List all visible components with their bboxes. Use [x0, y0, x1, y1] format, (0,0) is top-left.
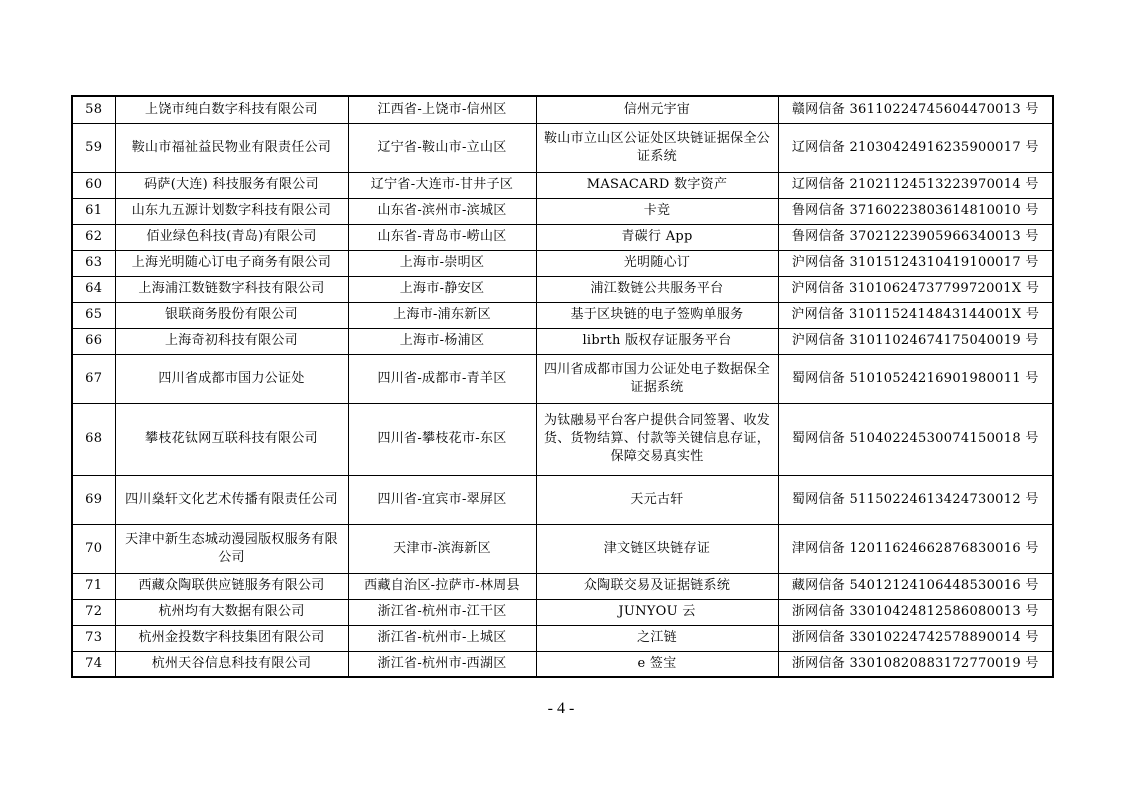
- company-name: 佰业绿色科技(青岛)有限公司: [115, 224, 348, 250]
- row-number: 60: [72, 172, 115, 198]
- row-number: 67: [72, 354, 115, 403]
- record-number: 津网信备 12011624662876830016 号: [778, 524, 1053, 573]
- company-name: 四川燊轩文化艺术传播有限责任公司: [115, 475, 348, 524]
- service-name: 津文链区块链存证: [536, 524, 778, 573]
- registry-table: [71, 95, 1054, 678]
- location: 浙江省-杭州市-西湖区: [348, 651, 536, 677]
- record-number: 浙网信备 33010820883172770019 号: [778, 651, 1053, 677]
- row-number: 64: [72, 276, 115, 302]
- table-row: [72, 224, 1053, 250]
- location: 四川省-成都市-青羊区: [348, 354, 536, 403]
- company-name: 攀枝花钛网互联科技有限公司: [115, 403, 348, 475]
- service-name: librth 版权存证服务平台: [536, 328, 778, 354]
- service-name: e 签宝: [536, 651, 778, 677]
- table-row: [72, 328, 1053, 354]
- registry-table-body: [72, 96, 1053, 677]
- location: 西藏自治区-拉萨市-林周县: [348, 573, 536, 599]
- service-name: 基于区块链的电子签购单服务: [536, 302, 778, 328]
- record-number: 浙网信备 33010424812586080013 号: [778, 599, 1053, 625]
- row-number: 71: [72, 573, 115, 599]
- location: 江西省-上饶市-信州区: [348, 96, 536, 123]
- location: 上海市-静安区: [348, 276, 536, 302]
- location: 上海市-杨浦区: [348, 328, 536, 354]
- company-name: 杭州金投数字科技集团有限公司: [115, 625, 348, 651]
- company-name: 上饶市纯白数字科技有限公司: [115, 96, 348, 123]
- location: 上海市-崇明区: [348, 250, 536, 276]
- row-number: 58: [72, 96, 115, 123]
- record-number: 辽网信备 21030424916235900017 号: [778, 123, 1053, 172]
- record-number: 沪网信备 31011024674175040019 号: [778, 328, 1053, 354]
- service-name: 天元古轩: [536, 475, 778, 524]
- row-number: 72: [72, 599, 115, 625]
- table-row: [72, 302, 1053, 328]
- table-row: [72, 198, 1053, 224]
- table-row: [72, 96, 1053, 123]
- record-number: 沪网信备 31015124310419100017 号: [778, 250, 1053, 276]
- table-row: [72, 354, 1053, 403]
- record-number: 辽网信备 21021124513223970014 号: [778, 172, 1053, 198]
- service-name: 卡竞: [536, 198, 778, 224]
- company-name: 山东九五源计划数字科技有限公司: [115, 198, 348, 224]
- table-row: [72, 403, 1053, 475]
- location: 上海市-浦东新区: [348, 302, 536, 328]
- table-row: [72, 250, 1053, 276]
- location: 山东省-滨州市-滨城区: [348, 198, 536, 224]
- row-number: 61: [72, 198, 115, 224]
- location: 浙江省-杭州市-江干区: [348, 599, 536, 625]
- company-name: 天津中新生态城动漫园版权服务有限公司: [115, 524, 348, 573]
- service-name: 为钛融易平台客户提供合同签署、收发货、货物结算、付款等关键信息存证，保障交易真实性: [536, 403, 778, 475]
- company-name: 上海光明随心订电子商务有限公司: [115, 250, 348, 276]
- service-name: 之江链: [536, 625, 778, 651]
- location: 辽宁省-大连市-甘井子区: [348, 172, 536, 198]
- record-number: 沪网信备 3101062473779972001X 号: [778, 276, 1053, 302]
- company-name: 上海奇初科技有限公司: [115, 328, 348, 354]
- company-name: 银联商务股份有限公司: [115, 302, 348, 328]
- record-number: 赣网信备 36110224745604470013 号: [778, 96, 1053, 123]
- location: 辽宁省-鞍山市-立山区: [348, 123, 536, 172]
- table-row: [72, 524, 1053, 573]
- service-name: 众陶联交易及证据链系统: [536, 573, 778, 599]
- table-row: [72, 276, 1053, 302]
- company-name: 杭州均有大数据有限公司: [115, 599, 348, 625]
- location: 天津市-滨海新区: [348, 524, 536, 573]
- table-row: [72, 651, 1053, 677]
- service-name: 四川省成都市国力公证处电子数据保全证据系统: [536, 354, 778, 403]
- location: 四川省-宜宾市-翠屏区: [348, 475, 536, 524]
- row-number: 74: [72, 651, 115, 677]
- row-number: 69: [72, 475, 115, 524]
- service-name: JUNYOU 云: [536, 599, 778, 625]
- table-row: [72, 475, 1053, 524]
- company-name: 码萨(大连) 科技服务有限公司: [115, 172, 348, 198]
- row-number: 65: [72, 302, 115, 328]
- service-name: 浦江数链公共服务平台: [536, 276, 778, 302]
- record-number: 沪网信备 3101152414843144001X 号: [778, 302, 1053, 328]
- record-number: 蜀网信备 51010524216901980011 号: [778, 354, 1053, 403]
- company-name: 杭州天谷信息科技有限公司: [115, 651, 348, 677]
- service-name: 青碳行 App: [536, 224, 778, 250]
- row-number: 62: [72, 224, 115, 250]
- row-number: 73: [72, 625, 115, 651]
- location: 山东省-青岛市-崂山区: [348, 224, 536, 250]
- service-name: 信州元宇宙: [536, 96, 778, 123]
- row-number: 63: [72, 250, 115, 276]
- record-number: 鲁网信备 37021223905966340013 号: [778, 224, 1053, 250]
- table-row: [72, 172, 1053, 198]
- row-number: 66: [72, 328, 115, 354]
- service-name: MASACARD 数字资产: [536, 172, 778, 198]
- row-number: 59: [72, 123, 115, 172]
- table-row: [72, 573, 1053, 599]
- record-number: 蜀网信备 51150224613424730012 号: [778, 475, 1053, 524]
- table-row: [72, 599, 1053, 625]
- row-number: 68: [72, 403, 115, 475]
- table-row: [72, 625, 1053, 651]
- row-number: 70: [72, 524, 115, 573]
- service-name: 鞍山市立山区公证处区块链证据保全公证系统: [536, 123, 778, 172]
- company-name: 上海浦江数链数字科技有限公司: [115, 276, 348, 302]
- company-name: 鞍山市福祉益民物业有限责任公司: [115, 123, 348, 172]
- service-name: 光明随心订: [536, 250, 778, 276]
- location: 四川省-攀枝花市-东区: [348, 403, 536, 475]
- record-number: 蜀网信备 51040224530074150018 号: [778, 403, 1053, 475]
- company-name: 西藏众陶联供应链服务有限公司: [115, 573, 348, 599]
- record-number: 藏网信备 54012124106448530016 号: [778, 573, 1053, 599]
- record-number: 浙网信备 33010224742578890014 号: [778, 625, 1053, 651]
- record-number: 鲁网信备 37160223803614810010 号: [778, 198, 1053, 224]
- company-name: 四川省成都市国力公证处: [115, 354, 348, 403]
- location: 浙江省-杭州市-上城区: [348, 625, 536, 651]
- page-number: - 4 -: [547, 700, 575, 717]
- table-row: [72, 123, 1053, 172]
